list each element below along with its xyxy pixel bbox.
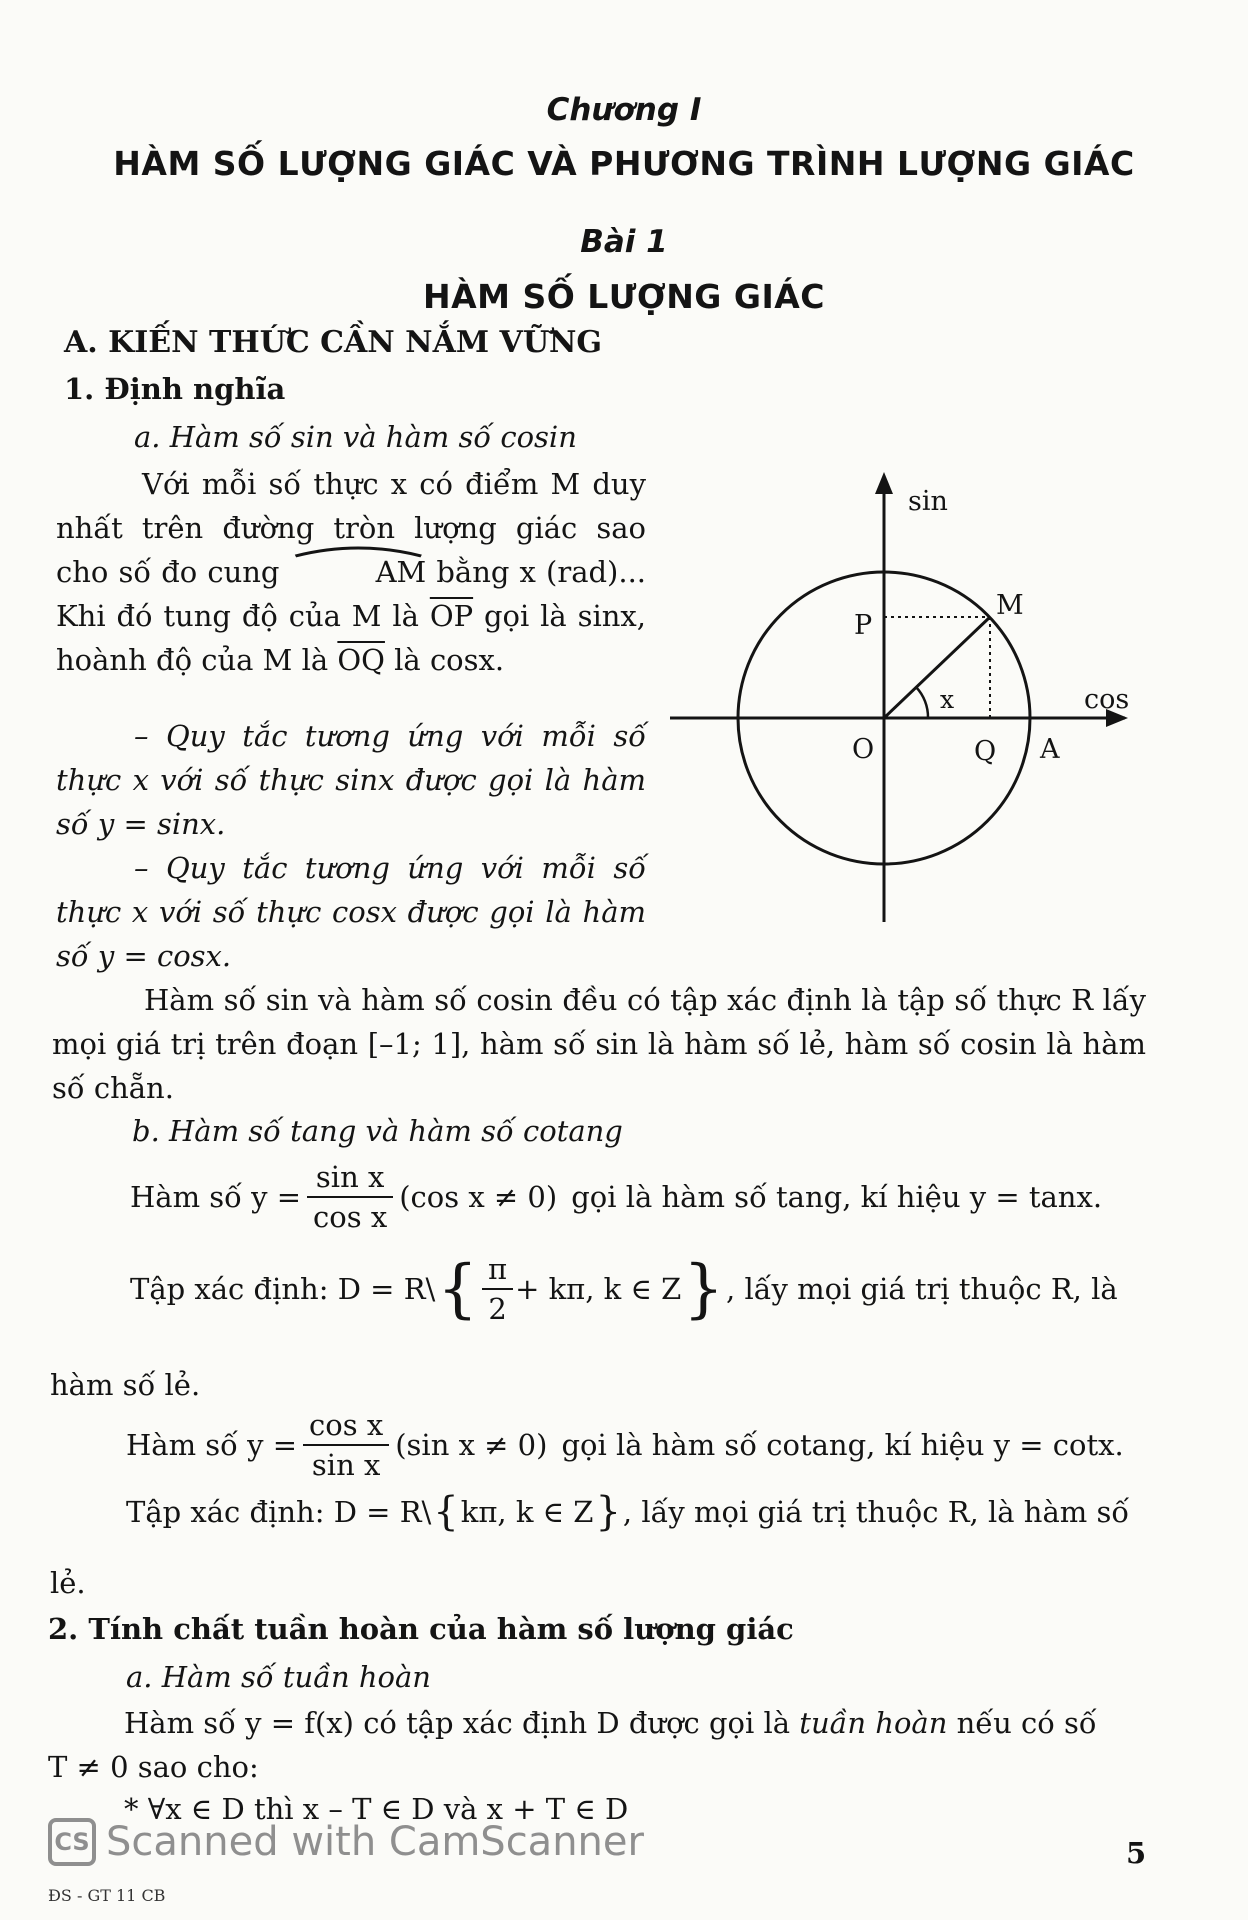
camscanner-text: Scanned with CamScanner <box>106 1819 644 1865</box>
left-brace-icon: { <box>437 1252 479 1326</box>
cot-suffix: gọi là hàm số cotang, kí hiệu y = cotx. <box>561 1428 1124 1462</box>
periodic-definition-line <box>124 1706 1097 1740</box>
lesson-title: HÀM SỐ LƯỢNG GIÁC <box>422 277 826 316</box>
vector-oq: $\overline{OQ}$ <box>337 643 385 677</box>
subsection-a-heading: a. Hàm số sin và hàm số cosin <box>134 420 577 454</box>
origin-o-label: O <box>852 734 875 765</box>
book-code: ĐS - GT 11 CB <box>48 1886 166 1905</box>
section-a-heading: A. KIẾN THỨC CẦN NẮM VỮNG <box>64 325 603 360</box>
chapter-title: HÀM SỐ LƯỢNG GIÁC VÀ PHƯƠNG TRÌNH LƯỢNG GIÁC <box>113 144 1135 183</box>
chapter-label: Chương I <box>546 92 702 128</box>
cot-fraction <box>303 1408 389 1482</box>
point-q-label: Q <box>974 736 997 767</box>
tan-domain-prefix: Tập xác định: D = R\ <box>130 1272 436 1306</box>
page-number: 5 <box>1126 1836 1147 1870</box>
sin-cos-domain-text: Hàm số sin và hàm số cosin đều có tập xác định là tập số thực R lấy mọi giá trị trên đoạn [–1; 1], hàm số sin là hàm số lẻ, hàm số cosin là hàm số chẵn. <box>52 983 1146 1105</box>
tan-numerator: sin x <box>307 1160 393 1198</box>
sin-label: sin <box>908 486 948 517</box>
pi-over-two-fraction <box>482 1252 513 1326</box>
definition-text-2: bằng x (rad)... Khi đó tung độ của M là <box>56 555 647 633</box>
cot-domain-prefix: Tập xác định: D = R\ <box>126 1495 432 1529</box>
periodic-def-end: nếu có số <box>956 1706 1097 1740</box>
periodicity-heading: 2. Tính chất tuần hoàn của hàm số lượng giác <box>48 1612 794 1646</box>
subsection-b-heading: b. Hàm số tang và hàm số cotang <box>132 1114 623 1148</box>
tan-fraction <box>307 1160 393 1234</box>
right-brace-icon: } <box>683 1252 725 1326</box>
point-a-label: A <box>1040 734 1060 765</box>
rule-cos-text: – Quy tắc tương ứng với mỗi số thực x với số thực cosx được gọi là hàm số y = cosx. <box>56 851 646 973</box>
definition-text-4: là cosx. <box>394 643 505 677</box>
tan-prefix: Hàm số y = <box>130 1180 302 1214</box>
cot-prefix: Hàm số y = <box>126 1428 298 1462</box>
definition-text-3: gọi là sinx, hoành độ của M là <box>56 599 646 677</box>
cos-label: cos <box>1084 684 1130 715</box>
point-p-label: P <box>854 610 873 641</box>
rule-sin-text: – Quy tắc tương ứng với mỗi số thực x với số thực sinx được gọi là hàm số y = sinx. <box>56 719 646 841</box>
tan-domain-rest: + kπ, k ∈ Z <box>515 1272 682 1306</box>
point-m-label: M <box>996 590 1024 621</box>
tan-denominator: cos x <box>313 1200 388 1234</box>
cot-numerator: cos x <box>303 1408 389 1446</box>
tan-suffix: gọi là hàm số tang, kí hiệu y = tanx. <box>571 1180 1103 1214</box>
sin-axis-arrow <box>875 472 893 494</box>
t-condition-line: T ≠ 0 sao cho: <box>48 1750 259 1784</box>
right-brace-icon: } <box>595 1489 621 1535</box>
cot-condition: (sin x ≠ 0) <box>395 1428 548 1462</box>
tan-odd-text: hàm số lẻ. <box>50 1368 201 1402</box>
tan-condition: (cos x ≠ 0) <box>399 1180 558 1214</box>
definition-heading: 1. Định nghĩa <box>64 372 286 406</box>
two-denominator: 2 <box>488 1292 507 1326</box>
camscanner-watermark <box>48 1818 644 1866</box>
sin-cos-domain-paragraph <box>52 978 1146 1110</box>
radius-om <box>884 617 990 718</box>
tangent-domain <box>130 1252 1118 1326</box>
cotangent-definition <box>126 1408 1124 1482</box>
arc-am-label: AM <box>375 555 427 589</box>
cot-odd-text: lẻ. <box>50 1566 86 1600</box>
cotangent-domain <box>126 1489 1130 1535</box>
camscanner-logo-icon: CS <box>48 1818 96 1866</box>
periodic-condition: * ∀x ∈ D thì x – T ∈ D và x + T ∈ D <box>124 1792 629 1826</box>
angle-x-label: x <box>940 685 955 714</box>
tan-domain-suffix: , lấy mọi giá trị thuộc R, là <box>726 1272 1118 1306</box>
periodic-function-subheading: a. Hàm số tuần hoàn <box>126 1660 431 1694</box>
cot-domain-suffix: , lấy mọi giá trị thuộc R, là hàm số <box>622 1495 1130 1529</box>
periodic-def-italic: tuần hoàn <box>799 1706 948 1740</box>
definition-text-1: Với mỗi số thực x có điểm M duy nhất trên đường tròn lượng giác sao cho số đo cung <box>56 467 646 589</box>
cot-domain-set: kπ, k ∈ Z <box>460 1495 594 1529</box>
vector-op: $\overline{OP}$ <box>429 599 474 633</box>
cot-denominator: sin x <box>311 1448 381 1482</box>
periodic-def-start: Hàm số y = f(x) có tập xác định D được gọi là <box>124 1706 791 1740</box>
pi-numerator: π <box>482 1252 513 1290</box>
angle-arc <box>916 687 928 718</box>
lesson-label: Bài 1 <box>580 224 668 260</box>
tangent-definition <box>130 1160 1102 1234</box>
left-brace-icon: { <box>433 1489 459 1535</box>
